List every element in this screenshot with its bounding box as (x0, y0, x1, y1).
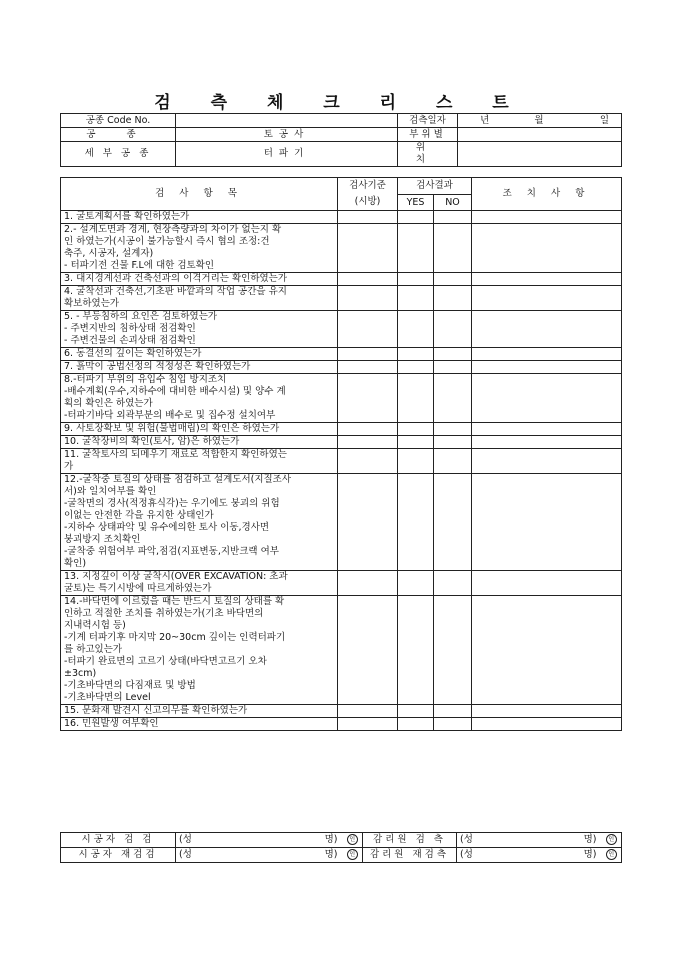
checklist-item-line: -터파기바닥 외곽부분의 배수로 및 집수정 설치여부 (64, 410, 276, 421)
checklist-row (61, 361, 622, 374)
detail-label: 세 부 공 종 (61, 142, 176, 167)
checklist-item-line: ±3cm) (64, 668, 97, 679)
checklist-item-line: 3. 대지경계선과 건축선과의 이격거리는 확인하였는가 (64, 273, 288, 284)
checklist-item-line: 12.-굴착중 토질의 상태를 점검하고 설계도서(지질조사 (64, 474, 292, 485)
checklist-action-cell[interactable] (472, 596, 622, 705)
checklist-no-cell[interactable] (434, 361, 472, 374)
supervisor-seal-cell (602, 833, 622, 848)
checklist-row (61, 374, 622, 423)
checklist-standard-cell[interactable] (338, 449, 398, 474)
checklist-row (61, 348, 622, 361)
checklist-yes-cell[interactable] (398, 436, 434, 449)
checklist-item-line: 14.-바닥면에 이르렀을 때는 반드시 토질의 상태를 확 (64, 596, 285, 607)
checklist-action-cell[interactable] (472, 361, 622, 374)
checklist-item-text (61, 211, 338, 224)
checklist-action-cell[interactable] (472, 273, 622, 286)
checklist-yes-cell[interactable] (398, 273, 434, 286)
checklist-item-line: - 주변지반의 침하상태 점검확인 (64, 323, 196, 334)
detail-value: 터파기 (176, 142, 398, 167)
checklist-action-cell[interactable] (472, 224, 622, 273)
checklist-item-text (61, 374, 338, 423)
checklist-item-line: 4. 굴착선과 건축선,기초판 바깥과의 작업 공간을 유지 (64, 286, 287, 297)
checklist-row (61, 474, 622, 571)
checklist-item-line: 가 (64, 461, 74, 472)
checklist-standard-cell[interactable] (338, 474, 398, 571)
checklist-row (61, 311, 622, 348)
checklist-item-line: -배수계획(우수,지하수에 대비한 배수시설) 및 양수 계 (64, 386, 286, 397)
checklist-item-text (61, 596, 338, 705)
checklist-item-line: 확보하였는가 (64, 298, 120, 309)
checklist-row (61, 224, 622, 273)
checklist-no-cell[interactable] (434, 571, 472, 596)
checklist-yes-cell[interactable] (398, 348, 434, 361)
col-standard-sub: (시방) (338, 195, 398, 211)
checklist-action-cell[interactable] (472, 374, 622, 423)
date-year: 년 (458, 114, 512, 128)
checklist-row (61, 423, 622, 436)
checklist-action-cell[interactable] (472, 311, 622, 348)
checklist-item-text (61, 286, 338, 311)
work-type-label: 공 종 (61, 128, 176, 142)
checklist-standard-cell[interactable] (338, 224, 398, 273)
checklist-no-cell[interactable] (434, 224, 472, 273)
reinspector-seal-cell (343, 848, 363, 863)
checklist-row (61, 449, 622, 474)
col-result-header: 검사결과 (398, 178, 472, 195)
checklist-yes-cell[interactable] (398, 449, 434, 474)
checklist-item-text (61, 423, 338, 436)
checklist-item-line: 확인) (64, 558, 87, 569)
supervisor-label: 감리원 검 측 (363, 833, 457, 848)
checklist-no-cell[interactable] (434, 374, 472, 423)
checklist-item-line: 인 하였는가(시공이 불가능할시 즉시 협의 조정:건 (64, 236, 270, 247)
checklist-row (61, 596, 622, 705)
checklist-no-cell[interactable] (434, 718, 472, 731)
checklist-item-line: 인하고 적절한 조치를 취하였는가(기초 바닥면의 (64, 608, 264, 619)
checklist-no-cell[interactable] (434, 474, 472, 571)
col-yes-header: YES (398, 195, 434, 211)
checklist-item-text (61, 449, 338, 474)
checklist-action-cell[interactable] (472, 718, 622, 731)
checklist-action-cell[interactable] (472, 286, 622, 311)
checklist-item-line: 5. - 부등침하의 요인은 검토하였는가 (64, 311, 218, 322)
checklist-standard-cell[interactable] (338, 286, 398, 311)
checklist-standard-cell[interactable] (338, 348, 398, 361)
checklist-item-line: 서)와 일치여부를 확인 (64, 486, 157, 497)
checklist-yes-cell[interactable] (398, 286, 434, 311)
checklist-table (60, 177, 622, 731)
checklist-yes-cell[interactable] (398, 718, 434, 731)
checklist-item-line: 10. 굴착장비의 확인(토사, 암)은 하였는가 (64, 436, 240, 447)
checklist-item-line: 획의 확인은 하였는가 (64, 398, 153, 409)
checklist-item-text (61, 705, 338, 718)
signature-table (60, 832, 622, 863)
checklist-yes-cell[interactable] (398, 211, 434, 224)
checklist-item-text (61, 348, 338, 361)
checklist-row (61, 718, 622, 731)
checklist-no-cell[interactable] (434, 423, 472, 436)
checklist-standard-cell[interactable] (338, 571, 398, 596)
checklist-standard-cell[interactable] (338, 705, 398, 718)
checklist-item-line: 붕괴방지 조치확인 (64, 534, 141, 545)
checklist-standard-cell[interactable] (338, 273, 398, 286)
checklist-row (61, 436, 622, 449)
checklist-item-line: 2.- 설계도면과 경계, 현장측량과의 차이가 없는지 확 (64, 224, 282, 235)
col-standard-header: 검사기준 (338, 178, 398, 195)
checklist-yes-cell[interactable] (398, 705, 434, 718)
seal-icon: 인 (347, 834, 358, 845)
checklist-standard-cell[interactable] (338, 374, 398, 423)
checklist-yes-cell[interactable] (398, 423, 434, 436)
date-day: 일 (567, 114, 622, 128)
checklist-standard-cell[interactable] (338, 361, 398, 374)
checklist-yes-cell[interactable] (398, 474, 434, 571)
work-type-value: 토공사 (176, 128, 398, 142)
seal-icon: 인 (606, 834, 617, 845)
seal-icon: 인 (347, 849, 358, 860)
checklist-item-line: 15. 문화재 발견시 신고의무를 확인하였는가 (64, 705, 248, 716)
supervisor-sign[interactable]: (성 명) (457, 833, 602, 848)
checklist-item-line: 11. 굴착토사의 되메우기 재료로 적합한지 확인하였는 (64, 449, 287, 460)
col-items-header: 검 사 항 목 (61, 178, 338, 211)
checklist-item-line: 6. 동결선의 깊이는 확인하였는가 (64, 348, 202, 359)
checklist-item-line: 이없는 안전한 각을 유지한 상태인가 (64, 510, 214, 521)
checklist-item-line: 지내력시험 등) (64, 620, 126, 631)
checklist-item-text (61, 224, 338, 273)
checklist-body (61, 211, 622, 731)
code-value[interactable] (176, 114, 398, 128)
checklist-action-cell[interactable] (472, 348, 622, 361)
checklist-item-line: -기계 터파기후 마지막 20~30cm 깊이는 인력터파기 (64, 632, 286, 643)
checklist-item-text (61, 273, 338, 286)
checklist-item-text (61, 311, 338, 348)
location-value[interactable] (458, 142, 622, 167)
checklist-standard-cell[interactable] (338, 423, 398, 436)
checklist-no-cell[interactable] (434, 436, 472, 449)
checklist-row (61, 286, 622, 311)
code-label: 공종 Code No. (61, 114, 176, 128)
checklist-item-line: -굴착중 위험여부 파악,점검(지표변동,지반크랙 여부 (64, 546, 279, 557)
reinspector-label: 시공자 재검검 (61, 848, 176, 863)
resupervisor-sign[interactable]: (성 명) (457, 848, 602, 863)
checklist-standard-cell[interactable] (338, 311, 398, 348)
checklist-item-line: -굴착면의 경사(적정휴식각)는 우기에도 붕괴의 위험 (64, 498, 280, 509)
checklist-standard-cell[interactable] (338, 211, 398, 224)
checklist-no-cell[interactable] (434, 348, 472, 361)
checklist-item-line: -지하수 상태파악 및 유수에의한 토사 이동,경사면 (64, 522, 270, 533)
checklist-item-line: 7. 흙막이 공법선정의 적정성은 확인하였는가 (64, 361, 251, 372)
checklist-action-cell[interactable] (472, 474, 622, 571)
checklist-item-text (61, 361, 338, 374)
checklist-item-line: 굴토)는 특기시방에 따르게하였는가 (64, 583, 212, 594)
date-month: 월 (512, 114, 567, 128)
checklist-item-line: 축주, 시공자, 설계자) (64, 248, 154, 259)
resupervisor-label: 감리원 재검측 (363, 848, 457, 863)
checklist-no-cell[interactable] (434, 705, 472, 718)
location-label: 위 치 (398, 142, 458, 167)
checklist-yes-cell[interactable] (398, 571, 434, 596)
checklist-item-line: 13. 지정깊이 이상 굴착시(OVER EXCAVATION: 초과 (64, 571, 288, 582)
checklist-no-cell[interactable] (434, 286, 472, 311)
col-action-header: 조 치 사 항 (472, 178, 622, 211)
checklist-action-cell[interactable] (472, 211, 622, 224)
checklist-no-cell[interactable] (434, 311, 472, 348)
date-label: 검측일자 (398, 114, 458, 128)
checklist-item-line: 를 하고있는가 (64, 644, 123, 655)
checklist-yes-cell[interactable] (398, 361, 434, 374)
checklist-item-text (61, 474, 338, 571)
checklist-item-line: 8.-터파기 부위의 유입수 침입 방지조치 (64, 374, 227, 385)
part-label: 부위별 (398, 128, 458, 142)
checklist-no-cell[interactable] (434, 596, 472, 705)
part-value[interactable] (458, 128, 622, 142)
col-no-header: NO (434, 195, 472, 211)
checklist-item-line: 16. 민원발생 여부확인 (64, 718, 159, 729)
checklist-row (61, 571, 622, 596)
checklist-item-line: 9. 사토장확보 및 위험(물법매립)의 확인은 하였는가 (64, 423, 280, 434)
checklist-row (61, 705, 622, 718)
checklist-yes-cell[interactable] (398, 374, 434, 423)
reinspector-sign[interactable]: (성 명) (176, 848, 343, 863)
page-title: 검 측 체 크 리 스 트 (154, 93, 526, 113)
seal-icon: 인 (606, 849, 617, 860)
checklist-standard-cell[interactable] (338, 596, 398, 705)
checklist-item-text (61, 571, 338, 596)
checklist-no-cell[interactable] (434, 211, 472, 224)
checklist-action-cell[interactable] (472, 705, 622, 718)
checklist-standard-cell[interactable] (338, 436, 398, 449)
checklist-item-line: -터파기 완료면의 고르기 상태(바닥면고르기 오차 (64, 656, 267, 667)
checklist-item-line: - 주변건물의 손괴상태 점검확인 (64, 335, 196, 346)
checklist-action-cell[interactable] (472, 571, 622, 596)
checklist-item-text (61, 718, 338, 731)
inspector-sign[interactable]: (성 명) (176, 833, 343, 848)
checklist-item-line: -기초바닥면의 다짐재료 및 방법 (64, 680, 196, 691)
checklist-row (61, 273, 622, 286)
checklist-item-line: -기초바닥면의 Level (64, 692, 151, 703)
inspector-seal-cell (343, 833, 363, 848)
checklist-item-text (61, 436, 338, 449)
checklist-yes-cell[interactable] (398, 311, 434, 348)
inspector-label: 시공자 검 검 (61, 833, 176, 848)
checklist-action-cell[interactable] (472, 423, 622, 436)
checklist-standard-cell[interactable] (338, 718, 398, 731)
header-table (60, 113, 622, 167)
checklist-item-line: 1. 굴토계획서를 확인하였는가 (64, 211, 190, 222)
checklist-yes-cell[interactable] (398, 596, 434, 705)
checklist-row (61, 211, 622, 224)
resupervisor-seal-cell (602, 848, 622, 863)
checklist-action-cell[interactable] (472, 449, 622, 474)
checklist-item-line: - 터파기전 건물 F.L에 대한 검토확인 (64, 260, 215, 271)
checklist-yes-cell[interactable] (398, 224, 434, 273)
checklist-action-cell[interactable] (472, 436, 622, 449)
checklist-no-cell[interactable] (434, 449, 472, 474)
checklist-no-cell[interactable] (434, 273, 472, 286)
